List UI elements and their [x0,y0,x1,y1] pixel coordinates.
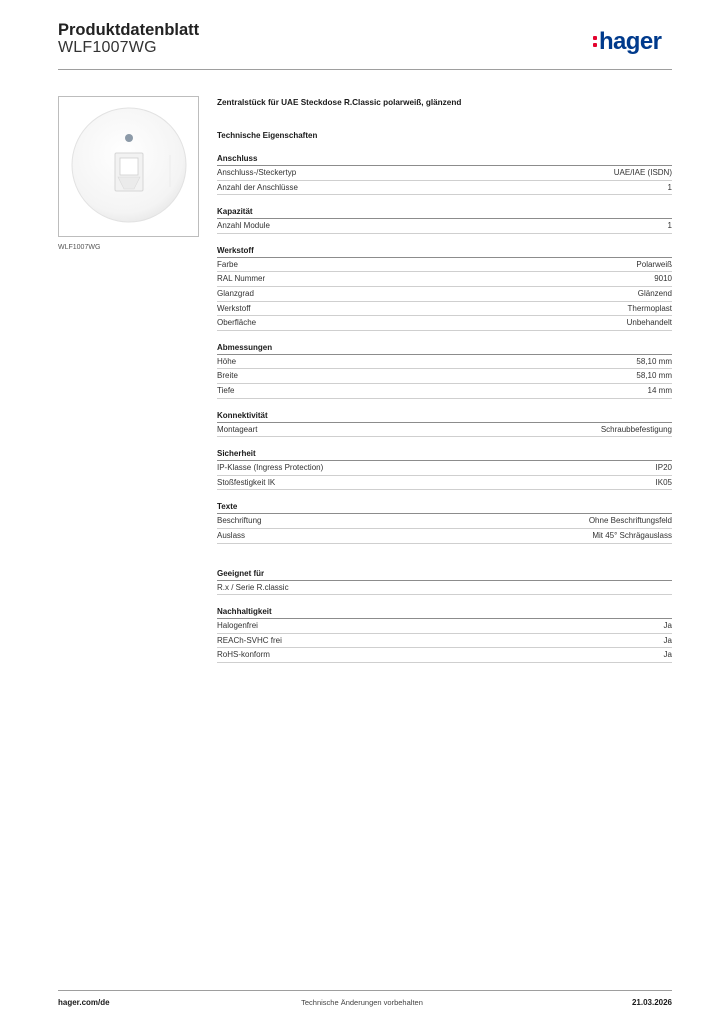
spec-row [217,476,672,491]
spec-label: Tiefe [217,385,235,395]
spec-label: Halogenfrei [217,621,258,631]
spec-section [217,342,672,399]
article-number: WLF1007WG [58,39,157,56]
spec-section [217,410,672,438]
spec-row [217,316,672,331]
spec-row [217,648,672,663]
spec-label: RoHS-konform [217,650,270,660]
spec-label: Farbe [217,259,238,269]
spec-value: 58,10 mm [636,356,672,366]
spec-section [217,153,672,195]
spec-label: Anzahl der Anschlüsse [217,182,298,192]
spec-section [217,206,672,234]
spec-label: Montageart [217,424,258,434]
spec-section [217,606,672,663]
spec-section [217,568,672,596]
spec-value: 1 [667,221,672,231]
spec-row [217,181,672,196]
spec-value: UAE/IAE (ISDN) [613,168,672,177]
spec-value: IK05 [655,477,672,487]
footer-date: 21.03.2026 [631,998,672,1007]
spec-value: IP20 [655,463,672,473]
spec-value: Glänzend [637,288,672,298]
footer-website: hager.com/de [58,998,110,1007]
section-heading: Abmessungen [217,342,672,355]
spec-label: RAL Nummer [217,274,266,284]
spec-row [217,258,672,273]
section-heading: Kapazität [217,206,672,219]
section-heading: Nachhaltigkeit [217,606,672,619]
spec-value: 14 mm [647,385,672,395]
spec-row [217,634,672,649]
spec-label: R.x / Serie R.classic [217,582,289,592]
spec-label: Anzahl Module [217,221,270,231]
footer-divider [58,990,672,991]
spec-row [217,529,672,544]
spec-section [217,501,672,543]
spec-row [217,581,672,596]
spec-value: Ohne Beschriftungsfeld [588,516,672,526]
spec-row [217,219,672,234]
spec-section [217,245,672,331]
spec-sections [217,153,672,663]
section-heading: Anschluss [217,153,672,166]
product-title: Zentralstück für UAE Steckdose R.Classic polarweiß, glänzend [217,98,462,107]
datasheet-content [217,96,672,663]
spec-label: Breite [217,371,238,381]
logo-dots-icon [593,34,597,48]
spec-label: IP-Klasse (Ingress Protection) [217,463,324,473]
spec-value: Polarweiß [636,259,672,269]
product-image [58,96,199,237]
spec-row [217,287,672,302]
section-heading: Geeignet für [217,568,672,581]
spec-value: Unbehandelt [626,318,672,328]
section-heading: Texte [217,501,672,514]
spec-value: Ja [663,650,672,660]
spec-row [217,384,672,399]
hager-logo [593,29,675,55]
spec-label: Oberfläche [217,318,257,328]
footer-disclaimer: Technische Änderungen vorbehalten [301,998,423,1007]
spec-value: Ja [663,621,672,631]
spec-label: Beschriftung [217,516,262,526]
spec-value: 9010 [654,274,672,284]
spec-value: Ja [663,635,672,645]
logo-text: hager [599,28,662,55]
spec-label: REACh-SVHC frei [217,635,282,645]
spec-value: Mit 45° Schrägauslass [592,530,672,540]
spec-label: Stoßfestigkeit IK [217,477,276,487]
spec-row [217,272,672,287]
tech-heading: Technische Eigenschaften [217,131,318,140]
spec-row [217,461,672,476]
spec-label: Anschluss-/Steckertyp [217,168,297,177]
product-illustration [59,97,198,236]
spec-label: Glanzgrad [217,288,254,298]
spec-value: 1 [667,182,672,192]
spec-value: Schraubbefestigung [600,424,672,434]
spec-label: Werkstoff [217,303,251,313]
image-caption: WLF1007WG [58,244,101,251]
spec-section [217,448,672,490]
spec-row [217,302,672,317]
spec-row [217,369,672,384]
spec-row [217,166,672,181]
spec-row [217,355,672,370]
spec-row [217,423,672,438]
section-heading: Konnektivität [217,410,672,423]
spec-label: Höhe [217,356,237,366]
spec-row [217,619,672,634]
header-divider [58,69,672,70]
spec-row [217,514,672,529]
section-heading: Sicherheit [217,448,672,461]
spec-value: Thermoplast [627,303,672,313]
section-heading: Werkstoff [217,245,672,258]
spec-label: Auslass [217,530,246,540]
spec-value: 58,10 mm [636,371,672,381]
page-title: Produktdatenblatt [58,21,200,39]
